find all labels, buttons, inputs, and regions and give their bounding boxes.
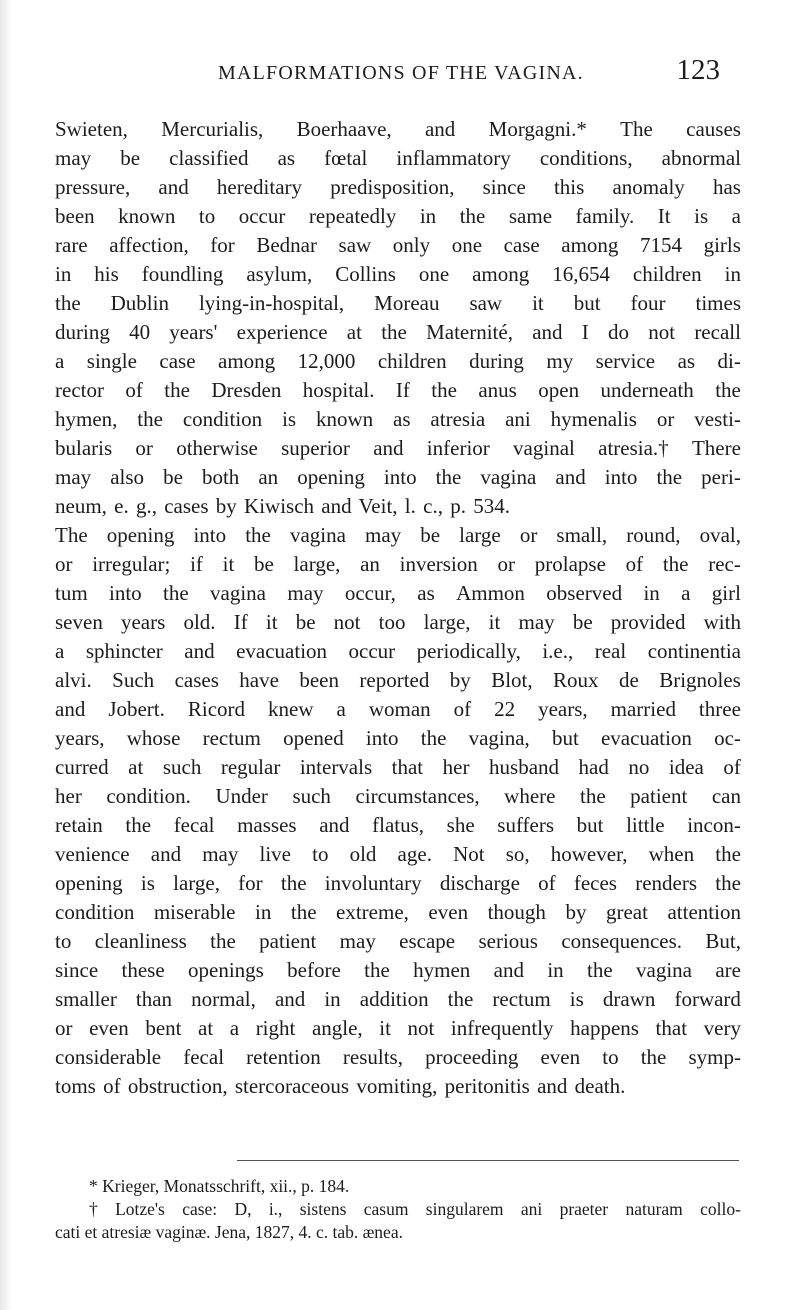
page-header: [218, 54, 720, 90]
text-line: rector of the Dresden hospital. If the anus open underneath the: [55, 378, 741, 402]
text-line: or even bent at a right angle, it not infrequently happens that very: [55, 1016, 741, 1040]
text-line: The opening into the vagina may be large or small, round, oval,: [55, 523, 741, 547]
text-line: toms of obstruction, stercoraceous vomiting, peritonitis and death.: [55, 1074, 626, 1098]
text-line: to cleanliness the patient may escape serious consequences. But,: [55, 929, 741, 953]
text-line: hymen, the condition is known as atresia ani hymenalis or vesti-: [55, 407, 741, 431]
running-title: MALFORMATIONS OF THE VAGINA.: [218, 62, 584, 84]
text-line: venience and may live to old age. Not so, however, when the: [55, 842, 741, 866]
text-line: and Jobert. Ricord knew a woman of 22 years, married three: [55, 697, 741, 721]
text-line: condition miserable in the extreme, even though by great attention: [55, 900, 741, 924]
text-line: retain the fecal masses and flatus, she suffers but little incon-: [55, 813, 741, 837]
text-line: may also be both an opening into the vagina and into the peri-: [55, 465, 741, 489]
text-line: smaller than normal, and in addition the rectum is drawn forward: [55, 987, 741, 1011]
text-line: years, whose rectum opened into the vagina, but evacuation oc-: [55, 726, 741, 750]
body-text: [55, 115, 741, 1101]
text-line: bularis or otherwise superior and inferior vaginal atresia.† There: [55, 436, 741, 460]
text-line: during 40 years' experience at the Maternité, and I do not recall: [55, 320, 741, 344]
page-number: 123: [676, 54, 720, 86]
text-line: tum into the vagina may occur, as Ammon observed in a girl: [55, 581, 741, 605]
text-line: the Dublin lying-in-hospital, Moreau saw it but four times: [55, 291, 741, 315]
text-line: may be classified as fœtal inflammatory conditions, abnormal: [55, 146, 741, 170]
text-line: opening is large, for the involuntary discharge of feces renders the: [55, 871, 741, 895]
text-line: neum, e. g., cases by Kiwisch and Veit, l. c., p. 534.: [55, 494, 510, 518]
text-line: a sphincter and evacuation occur periodically, i.e., real continentia: [55, 639, 741, 663]
text-line: considerable fecal retention results, proceeding even to the symp-: [55, 1045, 741, 1069]
text-line: seven years old. If it be not too large, it may be provided with: [55, 610, 741, 634]
text-line: Swieten, Mercurialis, Boerhaave, and Morgagni.* The causes: [55, 117, 741, 141]
footnote-lotze-line-2: cati et atresiæ vaginæ. Jena, 1827, 4. c. tab. ænea.: [55, 1222, 403, 1242]
footnote-lotze-line-1: † Lotze's case: D, i., sistens casum singularem ani praeter naturam collo-: [89, 1199, 741, 1219]
text-line: been known to occur repeatedly in the same family. It is a: [55, 204, 741, 228]
footnotes: [55, 1175, 741, 1244]
text-line: or irregular; if it be large, an inversion or prolapse of the rec-: [55, 552, 741, 576]
page-edge-shadow: [0, 0, 12, 1310]
text-line: a single case among 12,000 children during my service as di-: [55, 349, 741, 373]
text-line: curred at such regular intervals that her husband had no idea of: [55, 755, 741, 779]
text-line: rare affection, for Bednar saw only one case among 7154 girls: [55, 233, 741, 257]
text-line: in his foundling asylum, Collins one among 16,654 children in: [55, 262, 741, 286]
text-line: since these openings before the hymen and in the vagina are: [55, 958, 741, 982]
footnote-krieger: * Krieger, Monatsschrift, xii., p. 184.: [89, 1176, 350, 1196]
text-line: pressure, and hereditary predisposition, since this anomaly has: [55, 175, 741, 199]
text-line: her condition. Under such circumstances, where the patient can: [55, 784, 741, 808]
text-line: alvi. Such cases have been reported by Blot, Roux de Brignoles: [55, 668, 741, 692]
footnote-rule: [237, 1160, 739, 1161]
